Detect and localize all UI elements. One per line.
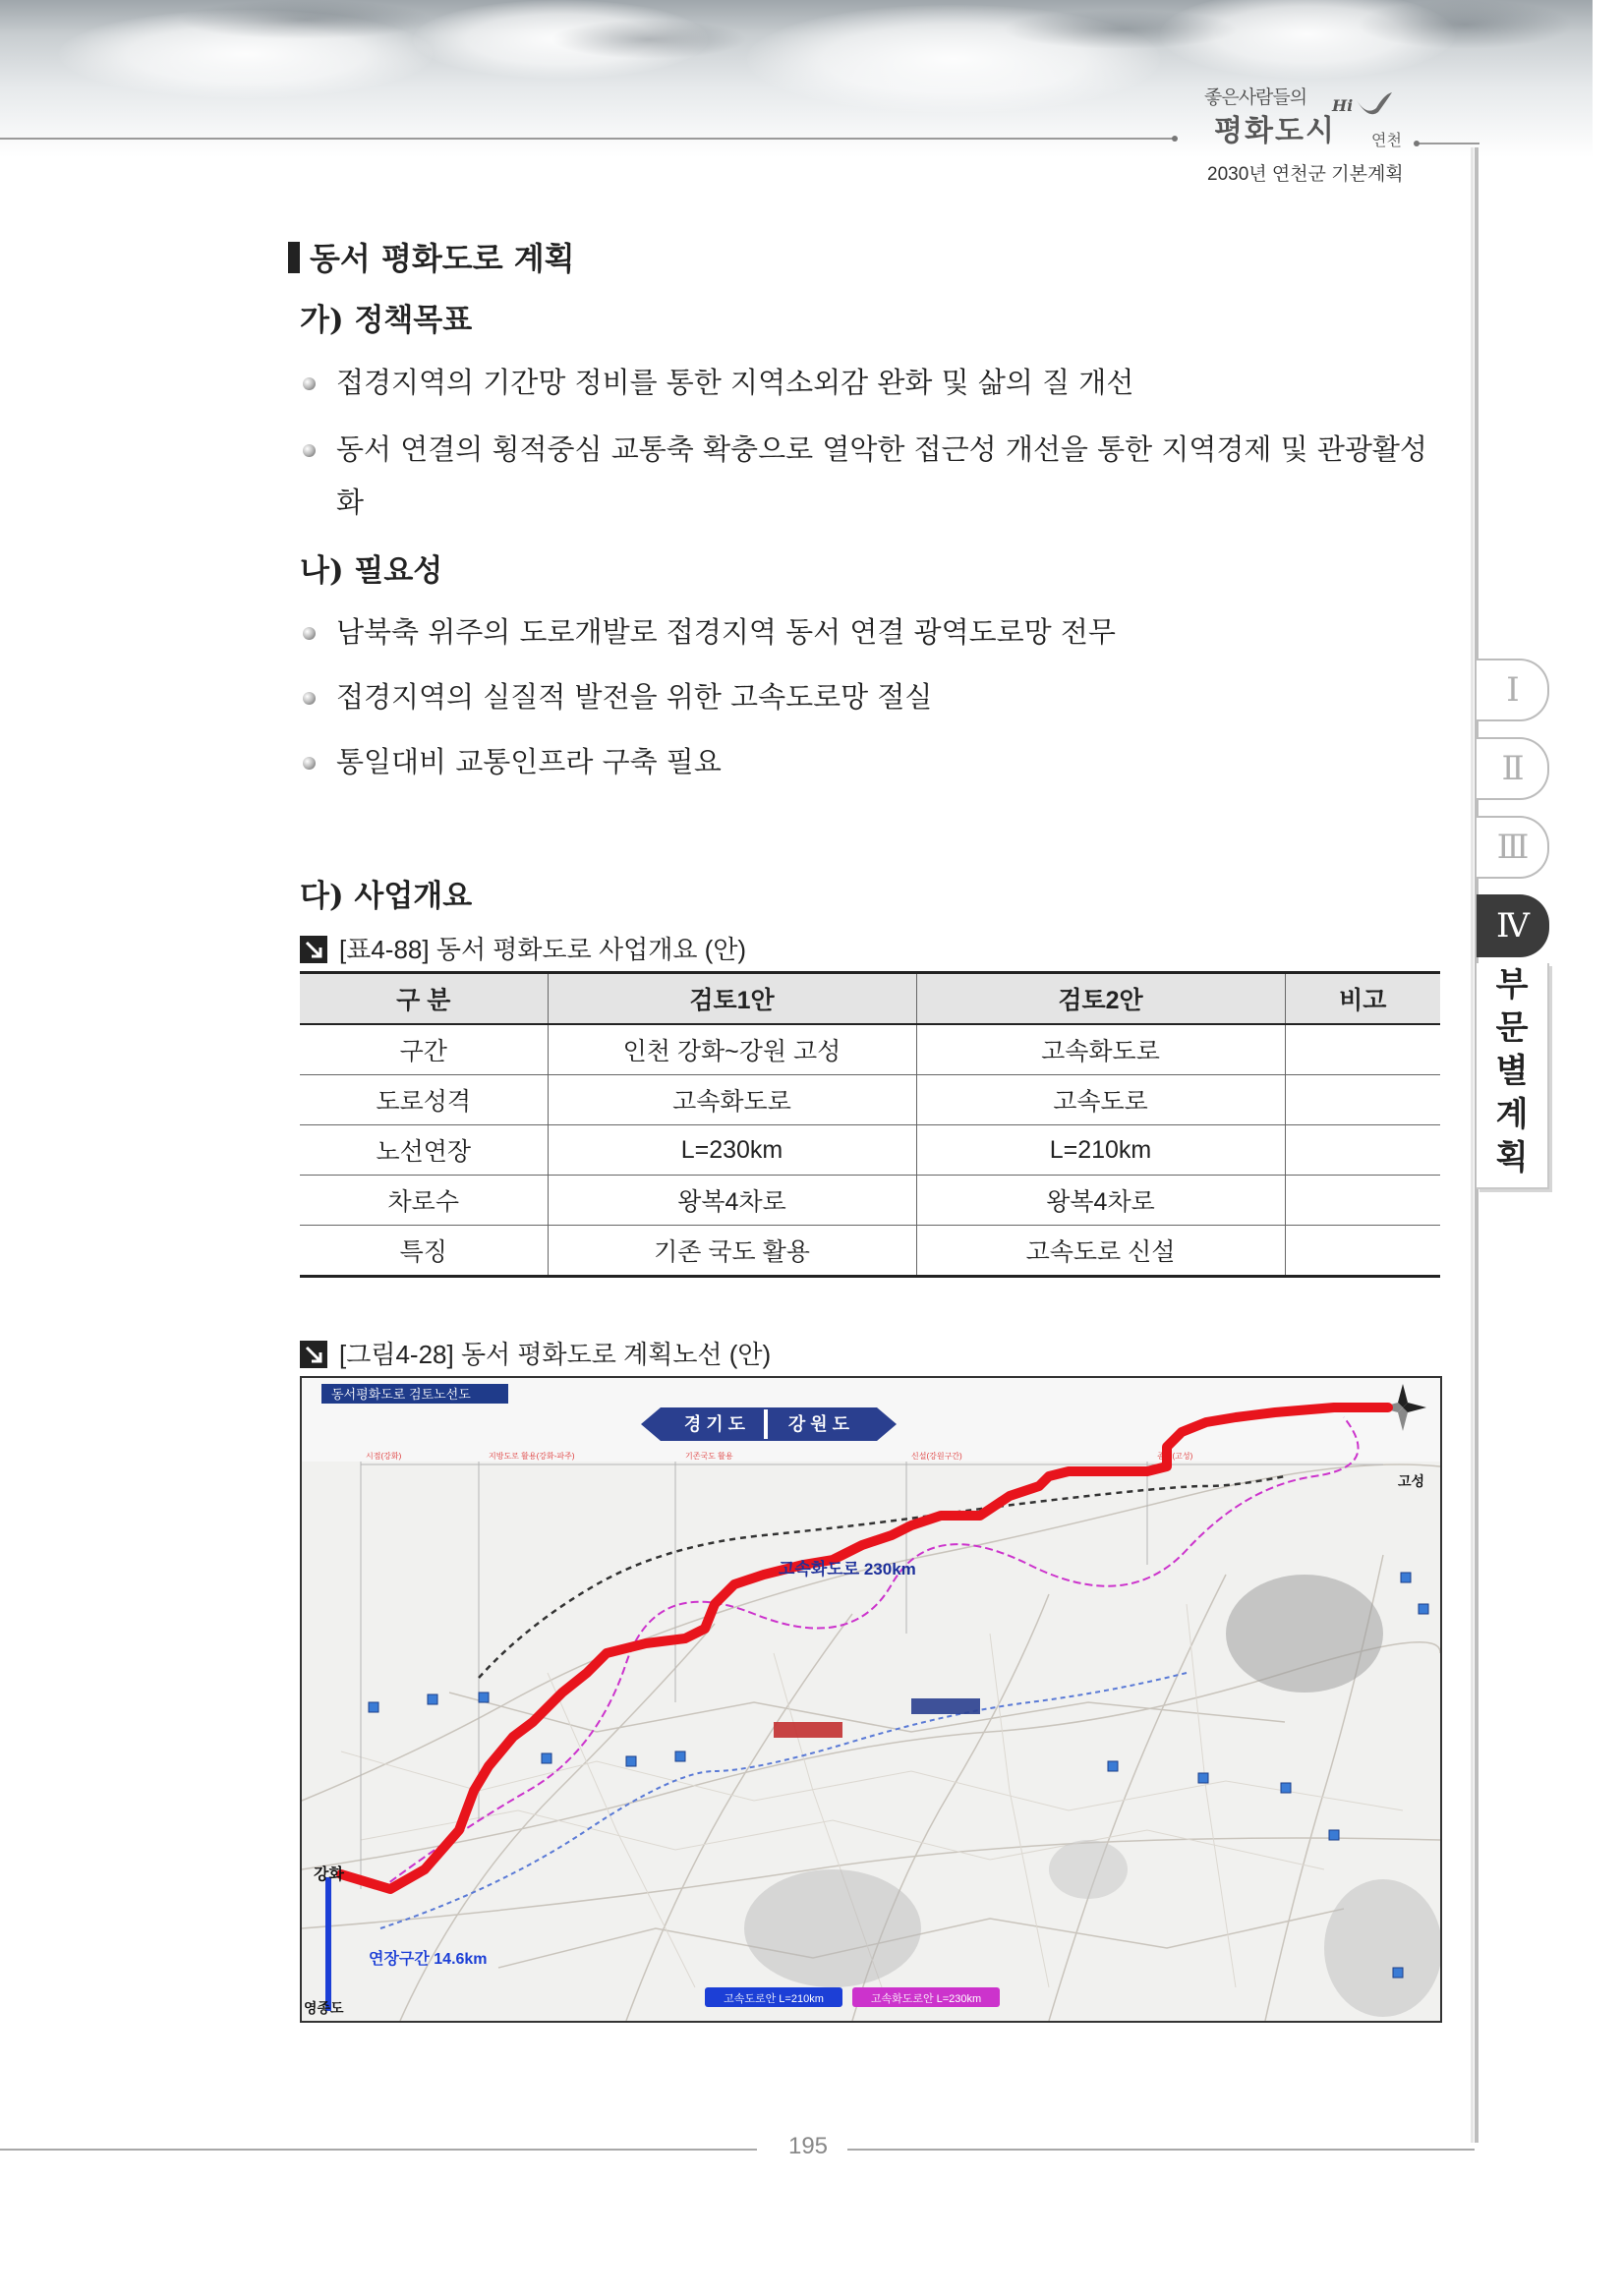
subheading-b: 나) 필요성 [300, 553, 443, 589]
bullet-item [303, 735, 1453, 788]
svg-text:기존국도 활용: 기존국도 활용 [685, 1452, 733, 1461]
place-sw: 영종도 [304, 2000, 344, 2016]
table-caption [300, 930, 746, 966]
table-row [300, 1125, 1440, 1176]
title-bar-icon [288, 242, 300, 273]
bullet-icon [303, 627, 316, 640]
table-cell: 고속화도로 [916, 1024, 1285, 1075]
legend-expressway-label: 고속도로안 L=210km [724, 1993, 824, 2005]
table-header-cell: 구 분 [300, 973, 548, 1025]
side-section-label [1477, 963, 1549, 1189]
table-cell: 노선연장 [300, 1125, 548, 1176]
bullet-item [303, 605, 1453, 659]
bird-icon [1355, 90, 1394, 120]
place-east: 고성 [1398, 1473, 1425, 1489]
page-number: 195 [787, 2133, 829, 2159]
subheading-c: 다) 사업개요 [300, 879, 473, 914]
table-cell: 고속도로 신설 [916, 1226, 1285, 1277]
bullet-icon [303, 757, 316, 770]
tab-chapter-1[interactable]: Ⅰ [1477, 659, 1549, 721]
svg-text:종점(고성): 종점(고성) [1157, 1452, 1193, 1461]
table-cell [1285, 1226, 1440, 1277]
svg-text:지방도로 활용(강화-파주): 지방도로 활용(강화-파주) [489, 1452, 575, 1461]
alt-route-line [380, 1417, 1359, 1889]
table-cell: 기존 국도 활용 [548, 1226, 916, 1277]
footer-rule [847, 2149, 1475, 2151]
table-cell: 고속도로 [916, 1075, 1285, 1125]
bullet-text: 통일대비 교통인프라 구축 필요 [336, 745, 722, 778]
svg-text:신설(강원구간): 신설(강원구간) [911, 1452, 962, 1461]
side-label-char: 별 [1495, 1053, 1529, 1090]
map-title: 동서평화도로 검토노선도 [331, 1387, 471, 1402]
side-label-char: 부 [1495, 966, 1529, 1004]
caption-arrow-icon [300, 1341, 327, 1368]
table-row [300, 1075, 1440, 1125]
table-cell: 왕복4차로 [916, 1176, 1285, 1226]
table-cell: 도로성격 [300, 1075, 548, 1125]
mountain-shade [1324, 1879, 1440, 2017]
table-cell: 고속화도로 [548, 1075, 916, 1125]
route-map [300, 1376, 1442, 2023]
place-west: 강화 [314, 1866, 344, 1883]
logo-city: 연천 [1371, 131, 1402, 149]
mountain-shade [744, 1869, 921, 1987]
table-cell: L=210km [916, 1125, 1285, 1176]
svg-text:시점(강화): 시점(강화) [366, 1452, 402, 1461]
extension-line [325, 1877, 331, 2011]
header-rule-right [1416, 143, 1479, 144]
document-subtitle: 2030년 연천군 기본계획 [1207, 164, 1404, 185]
table-header-cell: 검토2안 [916, 973, 1285, 1025]
bullet-icon [303, 692, 316, 705]
tab-chapter-2[interactable]: Ⅱ [1477, 737, 1549, 800]
bullet-text: 남북축 위주의 도로개발로 접경지역 동서 연결 광역도로망 전무 [336, 615, 1116, 649]
table-caption-text: [표4-88] 동서 평화도로 사업개요 (안) [339, 935, 747, 964]
subheading-a: 가) 정책목표 [300, 303, 473, 338]
bullet-text: 접경지역의 기간망 정비를 통한 지역소외감 완화 및 삶의 질 개선 [336, 366, 1134, 399]
logo-line1: 좋은사람들의 [1204, 86, 1307, 108]
side-label-char: 문 [1495, 1009, 1529, 1047]
region-right: 강 원 도 [787, 1414, 850, 1434]
bullet-text: 동서 연결의 횡적중심 교통축 확충으로 열악한 접근성 개선을 통한 지역경제 및 관광활성화 [336, 432, 1427, 519]
table-row [300, 1226, 1440, 1277]
table-cell [1285, 1024, 1440, 1075]
figure-caption-text: [그림4-28] 동서 평화도로 계획노선 (안) [339, 1340, 772, 1369]
table-cell [1285, 1125, 1440, 1176]
section-dividers [361, 1462, 1383, 1889]
extension-label: 연장구간 14.6km [369, 1951, 488, 1968]
tab-chapter-4[interactable]: Ⅳ [1477, 894, 1549, 957]
logo-hi: Hi [1332, 96, 1354, 115]
table-cell: 차로수 [300, 1176, 548, 1226]
footer-rule [0, 2149, 757, 2151]
bullet-item [303, 356, 1453, 409]
table-header-cell: 검토1안 [548, 973, 916, 1025]
region-left: 경 기 도 [683, 1414, 746, 1434]
bullet-item [303, 423, 1453, 529]
table-cell [1285, 1176, 1440, 1226]
bullet-text: 접경지역의 실질적 발전을 위한 고속도로망 절실 [336, 680, 933, 714]
legend-highway-label: 고속화도로안 L=230km [870, 1993, 982, 2005]
section-title [288, 234, 575, 279]
bullet-icon [303, 444, 316, 457]
table-cell: 특징 [300, 1226, 548, 1277]
mountain-shade [1226, 1575, 1383, 1693]
logo-line2: 평화도시 [1214, 114, 1336, 148]
table-header-cell: 비고 [1285, 973, 1440, 1025]
bullet-icon [303, 377, 316, 390]
section-title-text: 동서 평화도로 계획 [310, 240, 575, 277]
header-rule [0, 138, 1175, 140]
side-label-char: 획 [1495, 1139, 1529, 1177]
table-cell: 인천 강화~강원 고성 [548, 1024, 916, 1075]
table-header-row [300, 973, 1440, 1025]
mountain-shade [1049, 1840, 1128, 1899]
table-cell: L=230km [548, 1125, 916, 1176]
page-frame-shadow [1471, 147, 1474, 2143]
table-row [300, 1024, 1440, 1075]
table-row [300, 1176, 1440, 1226]
bullet-item [303, 670, 1453, 723]
project-overview-table [300, 971, 1440, 1278]
table-cell [1285, 1075, 1440, 1125]
side-label-char: 계 [1495, 1096, 1529, 1133]
city-logo [1185, 79, 1421, 157]
header-dot [1172, 136, 1178, 142]
caption-arrow-icon [300, 936, 327, 963]
table-cell: 구간 [300, 1024, 548, 1075]
route-label: 고속화도로 230km [779, 1560, 916, 1578]
table-cell: 왕복4차로 [548, 1176, 916, 1226]
figure-caption [300, 1335, 771, 1371]
tab-chapter-3[interactable]: Ⅲ [1477, 816, 1549, 879]
